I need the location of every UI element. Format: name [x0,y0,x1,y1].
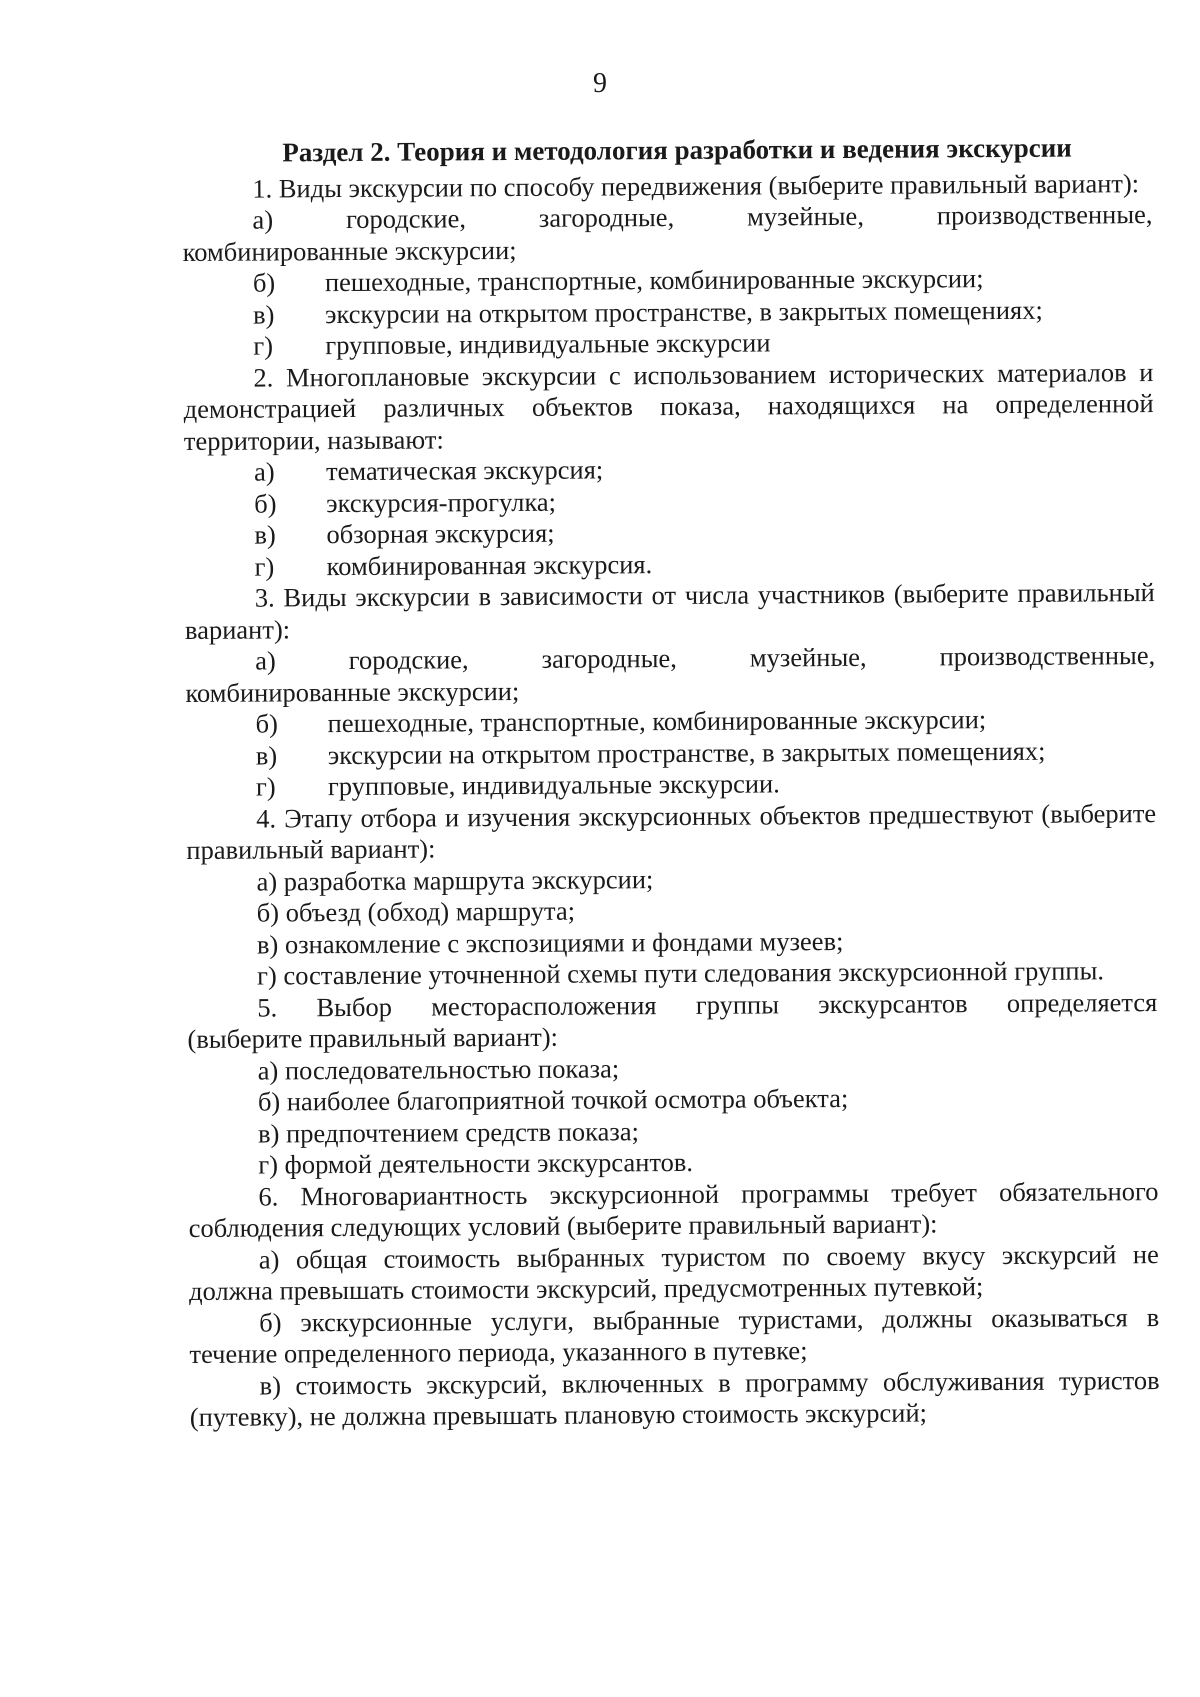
q4-option-a: а) разработка маршрута экскурсии; [256,863,654,897]
question-6: 6. Многовариантность экскурсионной программы требует обязательного соблюдения следующих условий (выберите правильный вариант): [188,1175,1159,1243]
q1-option-d [183,325,1153,362]
q5-option-b: б) наиболее благоприятной точкой осмотра объекта; [257,1082,849,1117]
question-5-tail: (выберите правильный вариант): [187,1021,559,1054]
q6-option-c: в) стоимость экскурсий, включенных в программу обслуживания туристов (путевку), не должна превышать плановую стоимость экскурсий; [189,1364,1160,1432]
option-letter: б) [255,708,278,739]
option-word: производственные, [936,199,1153,231]
q5-option-d: г) формой деятельности экскурсантов. [258,1146,694,1180]
option-text: пешеходные, транспортные, комбинированные экскурсии; [327,704,987,739]
q4-option-c: в) ознакомление с экспозициями и фондами музеев; [256,925,844,960]
document-content [182,132,1160,1433]
option-letter: в) [252,298,275,330]
q5-option-c: в) предпочтением средств показа; [257,1115,640,1149]
option-word: городские, [345,203,467,234]
option-text: экскурсии на открытом пространстве, в закрытых помещениях; [324,294,1043,329]
option-letter: а) [255,645,276,676]
q5-word: определяется [1006,986,1158,1018]
question-4: 4. Этапу отбора и изучения экскурсионных объектов предшествуют (выберите правильный вариант): [186,797,1157,865]
q4-option-b: б) объезд (обход) маршрута; [256,895,576,928]
option-word: городские, [348,644,469,675]
option-letter: г) [254,550,275,582]
option-text: экскурсия-прогулка; [326,486,557,518]
question-1: 1. Виды экскурсии по способу передвижения (выберите правильный вариант): [252,167,1140,204]
q5-option-a: а) последовательностью показа; [257,1052,620,1086]
q6-option-a: а) общая стоимость выбранных туристом по своему вкусу экскурсий не должна превышать стоимости экскурсий, предусмотренных путевкой; [188,1238,1159,1306]
question-3: 3. Виды экскурсии в зависимости от числа участников (выберите правильный вариант): [184,577,1155,645]
option-word: производственные, [939,640,1156,672]
option-text: тематическая экскурсия; [325,454,604,487]
option-word: загородные, [538,201,675,233]
q5-word: Выбор [316,991,392,1022]
option-letter: г) [255,771,276,802]
option-text: групповые, индивидуальные экскурсии. [327,768,780,802]
option-text: пешеходные, транспортные, комбинированные экскурсии; [324,263,984,298]
section-title: Раздел 2. Теория и методология разработки и ведения экскурсии [282,132,1072,168]
q1-option-a [182,199,1152,236]
option-letter: г) [253,330,274,361]
option-text: экскурсии на открытом пространстве, в закрытых помещениях; [327,735,1046,770]
q5-word: группы [695,988,780,1020]
option-letter: б) [252,267,276,298]
option-letter: б) [254,487,277,519]
option-word: музейные, [749,641,867,673]
q3-option-a [185,640,1155,677]
q5-word: экскурсантов [818,987,968,1019]
option-text: комбинированная экскурсия. [326,548,653,581]
q3-option-d [186,766,1156,803]
option-letter: а) [252,204,274,235]
option-word: музейные, [746,200,864,232]
option-letter: в) [254,519,276,550]
option-text: групповые, индивидуальные экскурсии [325,327,771,361]
option-letter: а) [253,456,275,487]
question-5 [187,987,1157,1024]
option-letter: в) [255,739,278,771]
page-number: 9 [593,68,607,99]
q3-option-a-tail: комбинированные экскурсии; [185,675,520,708]
option-word: загородные, [541,642,677,674]
q5-word: месторасположения [431,989,657,1021]
q1-option-a-tail: комбинированные экскурсии; [182,234,517,267]
option-text: обзорная экскурсия; [326,517,555,550]
question-2: 2. Многоплановые экскурсии с использованием исторических материалов и демонстрацией различных объектов показа, находящихся на определенной территории, называют: [183,356,1154,456]
q5-word: 5. [257,991,278,1023]
q4-option-d: г) составление уточненной схемы пути следования экскурсионной группы. [257,955,1105,991]
q6-option-b: б) экскурсионные услуги, выбранные туристами, должны оказываться в течение определенного периода, указанного в путевке; [189,1301,1160,1369]
